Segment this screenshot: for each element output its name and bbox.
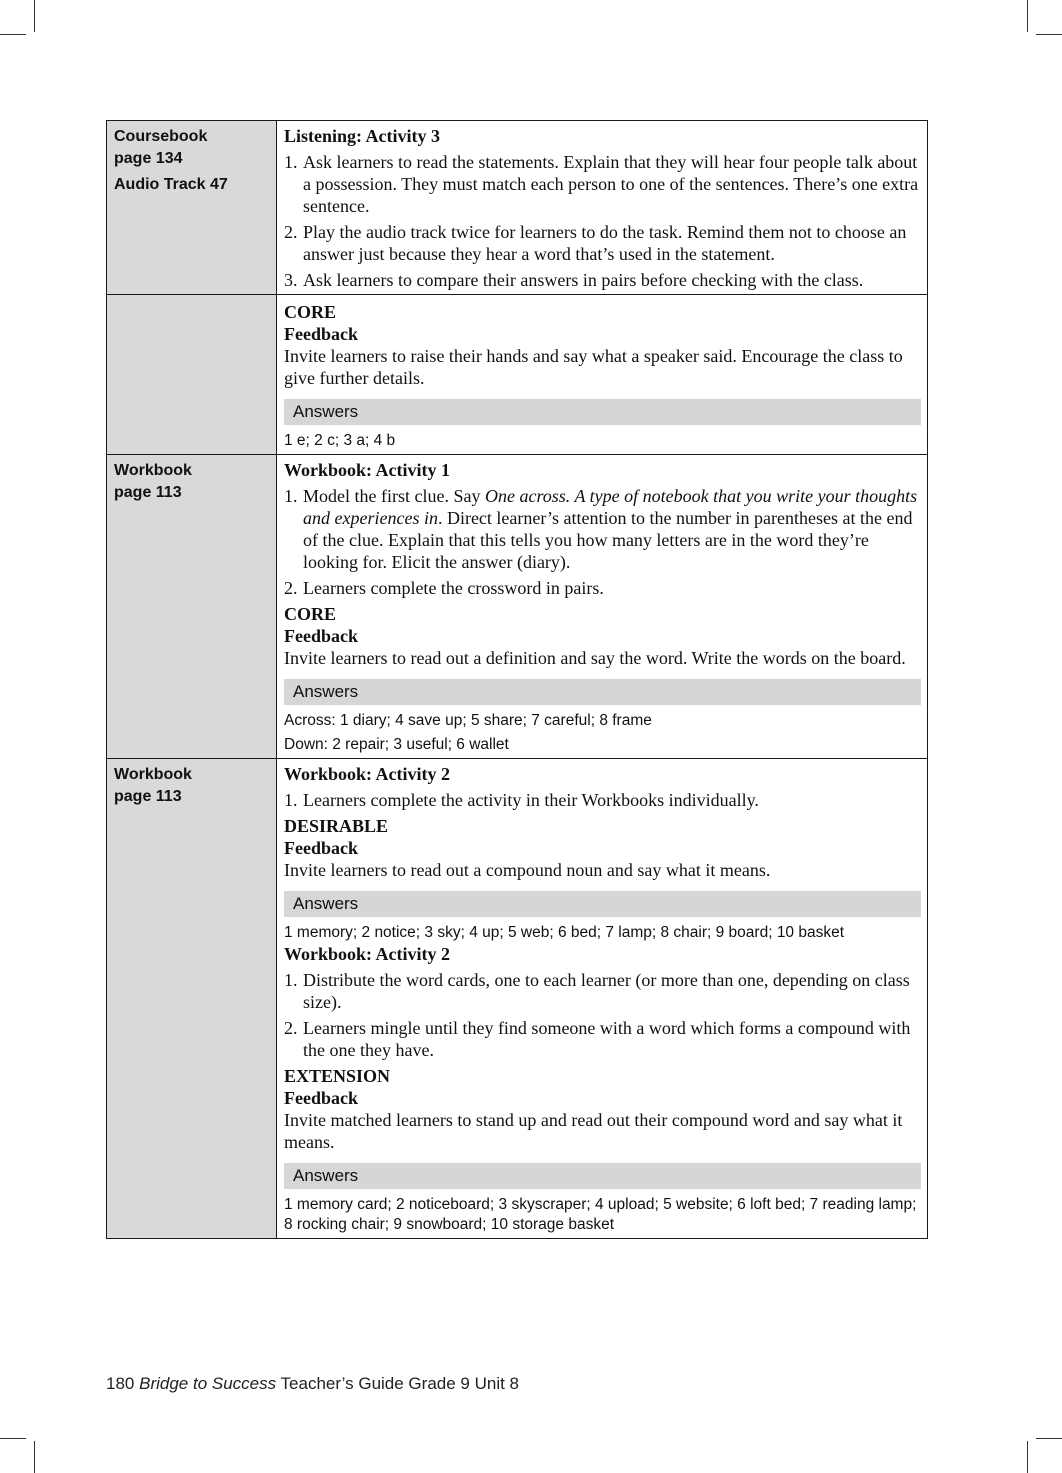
feedback-text: Invite learners to read out a compound noun and say what it means. xyxy=(284,860,771,880)
answers-text: 1 e; 2 c; 3 a; 4 b xyxy=(284,432,396,449)
ref-book: Workbook xyxy=(114,766,192,783)
ref-book: Workbook xyxy=(114,462,192,479)
crop-mark xyxy=(0,1438,26,1439)
reference-cell xyxy=(107,759,277,1239)
page-footer xyxy=(106,1374,519,1394)
step-item: 1. Learners complete the activity in their Workbooks individually. xyxy=(284,790,759,810)
book-title: Bridge to Success xyxy=(139,1374,277,1393)
step-item: 1. Model the first clue. Say One across. A type of notebook that you write your thoughts and experiences in. Direct learner’s attention to the number in parentheses at the end of the clue. Explain that this tells you how many letters are in the word they’re looking for. Elicit the answer (diary). xyxy=(284,486,918,572)
feedback-text: Invite learners to raise their hands and say what a speaker said. Encourage the class to give further details. xyxy=(284,346,903,388)
answers-text: 1 memory; 2 notice; 3 sky; 4 up; 5 web; 6 bed; 7 lamp; 8 chair; 9 board; 10 basket xyxy=(284,924,845,941)
instruction-cell xyxy=(277,455,928,759)
activity-title: Workbook: Activity 1 xyxy=(284,460,451,480)
feedback-label: Feedback xyxy=(284,838,358,858)
ref-book: Coursebook xyxy=(114,128,208,145)
footer-subtitle: Teacher’s Guide Grade 9 Unit 8 xyxy=(280,1374,519,1393)
table-row xyxy=(107,455,928,759)
step-item: 2. Learners complete the crossword in pairs. xyxy=(284,578,604,598)
crop-mark xyxy=(34,0,35,32)
step-item: 1. Ask learners to read the statements. Explain that they will hear four people talk about a possession. They must match each person to one of the sentences. There’s one extra sentence. xyxy=(284,152,919,216)
ref-audio: Audio Track 47 xyxy=(114,176,228,193)
instruction-cell xyxy=(277,121,928,295)
activity-title: Listening: Activity 3 xyxy=(284,126,440,146)
answers-text: Down: 2 repair; 3 useful; 6 wallet xyxy=(284,736,509,753)
step-list xyxy=(284,485,921,599)
crop-mark xyxy=(0,34,26,35)
feedback-label: Feedback xyxy=(284,626,358,646)
crop-mark xyxy=(1036,1438,1062,1439)
step-list xyxy=(284,969,921,1061)
reference-cell xyxy=(107,455,277,759)
ref-page: page 134 xyxy=(114,150,183,167)
table-row xyxy=(107,759,928,1239)
step-item: 2. Learners mingle until they find someone with a word which forms a compound with the one they have. xyxy=(284,1018,911,1060)
crop-mark xyxy=(34,1441,35,1473)
ref-page: page 113 xyxy=(114,788,182,805)
step-list xyxy=(284,789,921,811)
step-item: 3. Ask learners to compare their answers in pairs before checking with the class. xyxy=(284,270,864,290)
answers-text: Across: 1 diary; 4 save up; 5 share; 7 careful; 8 frame xyxy=(284,712,652,729)
feedback-label: Feedback xyxy=(284,1088,358,1108)
reference-cell xyxy=(107,295,277,455)
instruction-cell xyxy=(277,759,928,1239)
step-list xyxy=(284,151,921,291)
level-label: EXTENSION xyxy=(284,1066,391,1086)
step-item: 2. Play the audio track twice for learners to do the task. Remind them not to choose an answer just because they hear a word that’s used in the statement. xyxy=(284,222,907,264)
step-item: 1. Distribute the word cards, one to each learner (or more than one, depending on class size). xyxy=(284,970,910,1012)
crop-mark xyxy=(1027,0,1028,32)
reference-cell xyxy=(107,121,277,295)
answers-heading: Answers xyxy=(284,679,921,705)
feedback-label: Feedback xyxy=(284,324,358,344)
level-label: CORE xyxy=(284,302,337,322)
level-label: DESIRABLE xyxy=(284,816,389,836)
activity-title: Workbook: Activity 2 xyxy=(284,944,451,964)
crop-mark xyxy=(1036,34,1062,35)
table-row xyxy=(107,121,928,295)
level-label: CORE xyxy=(284,604,337,624)
answers-heading: Answers xyxy=(284,1163,921,1189)
crop-mark xyxy=(1027,1441,1028,1473)
answers-heading: Answers xyxy=(284,891,921,917)
answers-heading: Answers xyxy=(284,399,921,425)
feedback-cell xyxy=(277,295,928,455)
page-number: 180 xyxy=(106,1374,135,1393)
example-clue: One across. A type of notebook that you write your thoughts and experiences in xyxy=(303,486,918,528)
feedback-text: Invite matched learners to stand up and read out their compound word and say what it means. xyxy=(284,1110,903,1152)
ref-page: page 113 xyxy=(114,484,182,501)
activity-title: Workbook: Activity 2 xyxy=(284,764,451,784)
table-row xyxy=(107,295,928,455)
lesson-plan-table xyxy=(106,120,928,1239)
feedback-text: Invite learners to read out a definition and say the word. Write the words on the board. xyxy=(284,648,906,668)
answers-text: 1 memory card; 2 noticeboard; 3 skyscraper; 4 upload; 5 website; 6 loft bed; 7 reading lamp; 8 rocking chair; 9 snowboard; 10 storage basket xyxy=(284,1196,917,1233)
